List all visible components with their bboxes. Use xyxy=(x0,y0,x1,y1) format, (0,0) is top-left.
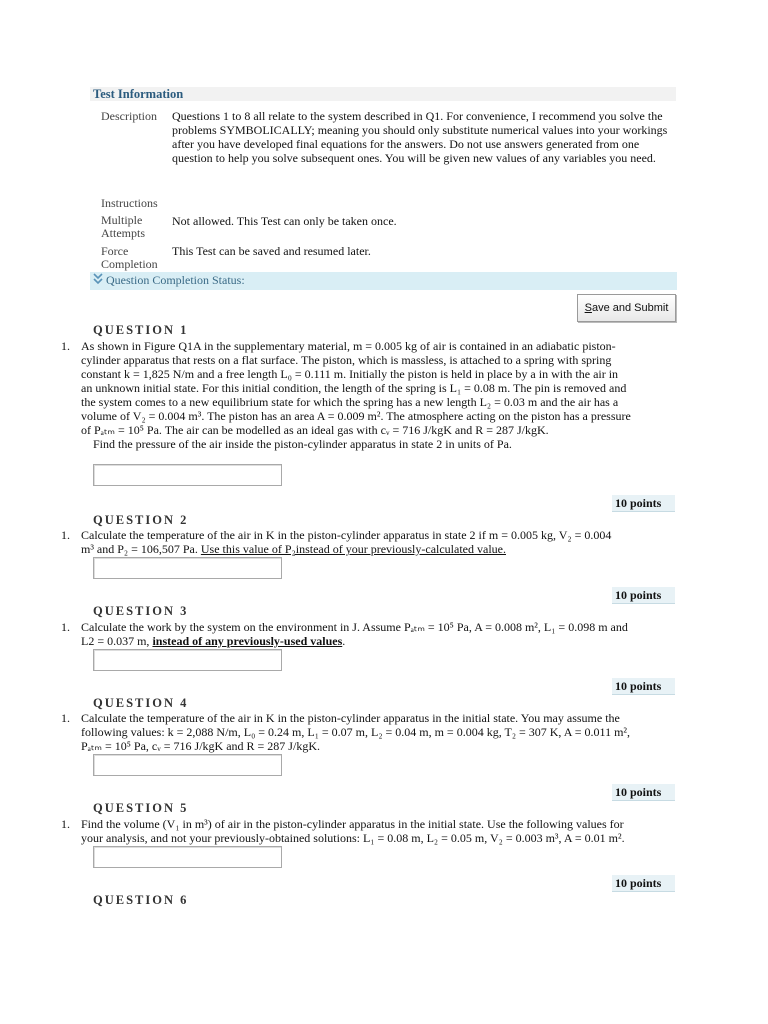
multiple-attempts-label-1: Multiple xyxy=(101,213,143,227)
completion-status-label[interactable]: Question Completion Status: xyxy=(106,273,245,287)
save-button-label: ave and Submit xyxy=(591,302,669,314)
q2-line xyxy=(81,542,681,556)
description-label: Description xyxy=(101,109,157,123)
question-1-points: 10 points xyxy=(612,495,675,512)
q5-line: Find the volume (V₁ in m³) of air in the piston-cylinder apparatus in the initial state. Use the following values for xyxy=(81,817,624,831)
q2-instruction: Use this value of P₂instead of your previously-calculated value. xyxy=(200,542,506,556)
test-info-title: Test Information xyxy=(93,87,184,101)
question-1-heading: QUESTION 1 xyxy=(93,323,189,337)
q5-line: your analysis, and not your previously-obtained solutions: L₁ = 0.08 m, L₂ = 0.05 m, V₂ = 0.003 m³, A = 0.01 m². xyxy=(81,831,625,845)
question-5-body xyxy=(81,817,681,845)
question-2-body xyxy=(81,528,681,556)
question-6-heading: QUESTION 6 xyxy=(93,893,189,907)
multiple-attempts-label-2: Attempts xyxy=(101,226,145,240)
q1-line: of Pₐₜₘ = 10⁵ Pa. The air can be modelled as an ideal gas with cᵥ = 716 J/kgK and R = 287 J/kgK. xyxy=(81,423,549,437)
q1-prompt: Find the pressure of the air inside the piston-cylinder apparatus in state 2 in units of Pa. xyxy=(93,437,512,451)
q3-line: Calculate the work by the system on the environment in J. Assume Pₐₜₘ = 10⁵ Pa, A = 0.008 m², L₁ = 0.098 m and xyxy=(81,620,628,634)
question-3-number: 1. xyxy=(61,620,70,634)
q3-period: . xyxy=(342,634,346,648)
save-and-submit-button[interactable] xyxy=(577,294,676,322)
q4-line: Pₐₜₘ = 10⁵ Pa, cᵥ = 716 J/kgK and R = 287 J/kgK. xyxy=(81,739,320,753)
q4-line: Calculate the temperature of the air in K in the piston-cylinder apparatus in the initial state. You may assume the xyxy=(81,711,620,725)
question-3-points: 10 points xyxy=(612,678,675,695)
question-5-heading: QUESTION 5 xyxy=(93,801,189,815)
force-completion-label-2: Completion xyxy=(101,257,158,271)
q1-line: an unknown initial state. For this initial condition, the length of the spring is L₁ = 0.08 m. The pin is removed and xyxy=(81,381,627,395)
force-completion-value: This Test can be saved and resumed later. xyxy=(172,244,371,258)
question-2-points: 10 points xyxy=(612,587,675,604)
q3-line xyxy=(81,634,681,648)
question-3-body xyxy=(81,620,681,648)
save-button-accesskey: S xyxy=(584,302,592,314)
description-text: Questions 1 to 8 all relate to the system described in Q1. For convenience, I recommend you solve the problems SYMBOLICALLY; meaning you should only substitute numerical values into your workings after you have developed final equations for the answers. Do not use answers generated from one question to help you solve subsequent ones. You will be given new values of any variables you need. xyxy=(172,109,668,165)
q1-line: volume of V₂ = 0.004 m³. The piston has an area A = 0.009 m². The atmosphere acting on the piston has a pressure xyxy=(81,409,631,423)
q1-line: cylinder apparatus that rests on a flat surface. The piston, which is massless, is attached to a spring with spring xyxy=(81,353,612,367)
double-chevron-down-icon[interactable] xyxy=(93,272,103,288)
force-completion-label-1: Force xyxy=(101,244,129,258)
question-3-answer-input[interactable] xyxy=(93,649,282,671)
question-1-body xyxy=(81,339,681,451)
q4-line: following values: k = 2,088 N/m, L₀ = 0.24 m, L₁ = 0.07 m, L₂ = 0.04 m, m = 0.004 kg, T₂ = 307 K, A = 0.011 m², xyxy=(81,725,631,739)
question-4-answer-input[interactable] xyxy=(93,754,282,776)
question-4-body xyxy=(81,711,681,753)
q3-text: L2 = 0.037 m, xyxy=(81,634,153,648)
q2-text: m³ and P₂ = 106,507 Pa. xyxy=(81,542,201,556)
question-5-answer-input[interactable] xyxy=(93,846,282,868)
question-5-points: 10 points xyxy=(612,875,675,892)
q2-line: Calculate the temperature of the air in K in the piston-cylinder apparatus in state 2 if m = 0.005 kg, V₂ = 0.004 xyxy=(81,528,612,542)
q1-line: As shown in Figure Q1A in the supplementary material, m = 0.005 kg of air is contained in an adiabatic piston- xyxy=(81,339,616,353)
q1-line: constant k = 1,825 N/m and a free length L₀ = 0.111 m. Initially the piston is held in place by a in with the air in xyxy=(81,367,619,381)
question-4-points: 10 points xyxy=(612,784,675,801)
question-1-answer-input[interactable] xyxy=(93,464,282,486)
question-5-number: 1. xyxy=(61,817,70,831)
question-3-heading: QUESTION 3 xyxy=(93,604,189,618)
question-4-heading: QUESTION 4 xyxy=(93,696,189,710)
multiple-attempts-value: Not allowed. This Test can only be taken once. xyxy=(172,214,397,228)
q3-instruction: instead of any previously-used values xyxy=(152,634,343,648)
question-4-number: 1. xyxy=(61,711,70,725)
instructions-label: Instructions xyxy=(101,196,158,210)
question-1-number: 1. xyxy=(61,339,70,353)
q1-line: the system comes to a new equilibrium state for which the spring has a new length L₂ = 0.03 m and the air has a xyxy=(81,395,619,409)
question-2-answer-input[interactable] xyxy=(93,557,282,579)
question-2-heading: QUESTION 2 xyxy=(93,513,189,527)
question-2-number: 1. xyxy=(61,528,70,542)
